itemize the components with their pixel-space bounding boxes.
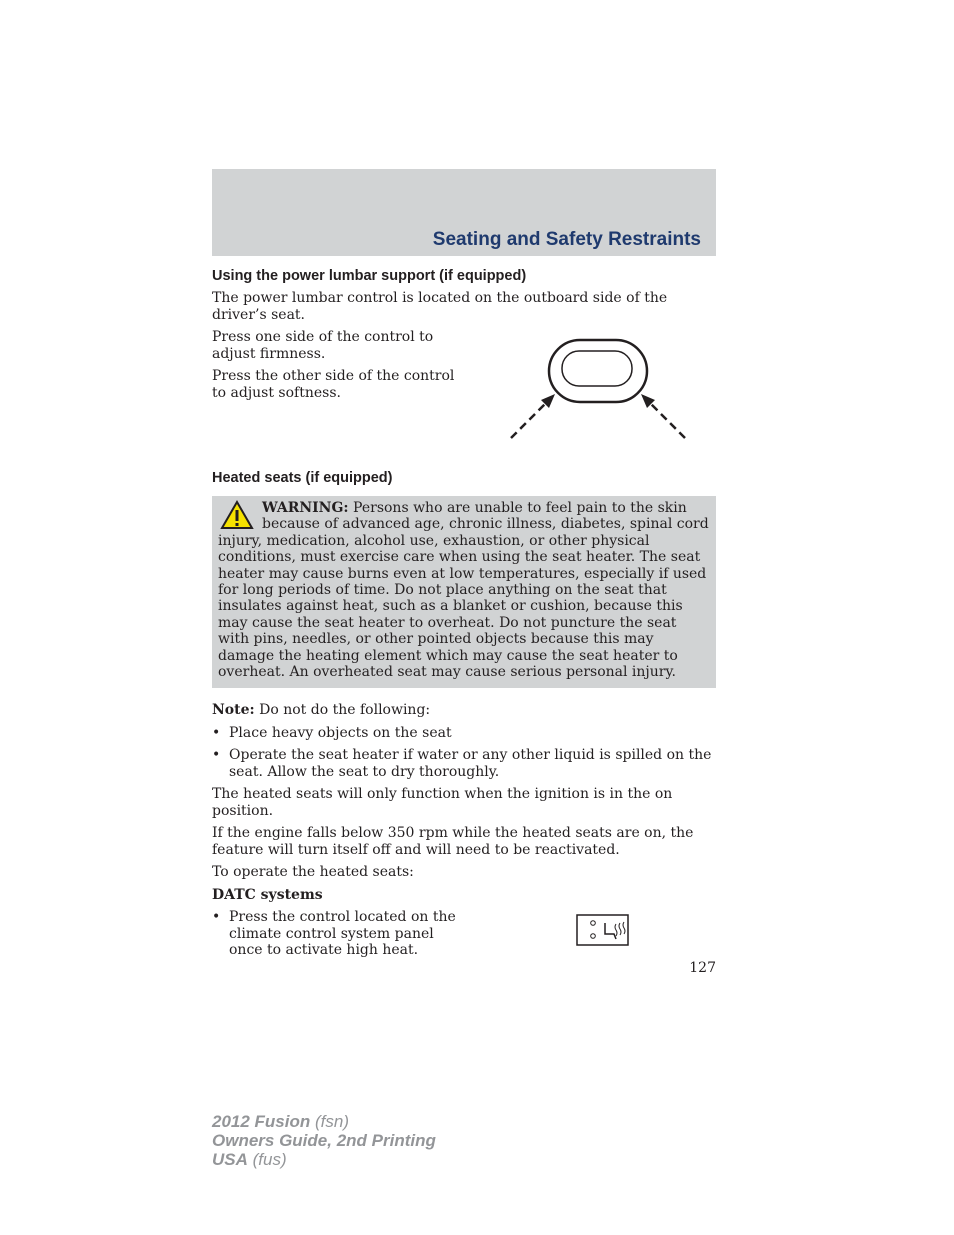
heated-heading: Heated seats (if equipped) xyxy=(212,470,393,486)
warning-triangle-icon xyxy=(220,500,254,530)
section-title: Seating and Safety Restraints xyxy=(432,229,701,250)
datc-bullet-text: Press the control located on the climate control system panel once to activate high heat. xyxy=(229,909,456,958)
datc-heading: DATC systems xyxy=(212,887,323,903)
footer-market-code: (fus) xyxy=(247,1150,287,1169)
warning-text: Persons who are unable to feel pain to the skin because of advanced age, chronic illness, diabetes, spinal cord injury, medication, alcohol use, exhaustion, or other physical conditions, must exercise care when using the seat heater. The seat heater may cause burns even at low temperatures, especially if used for long periods of time. Do not place anything on the seat that insulates against heat, such as a blanket or cushion, because this may cause the seat heater to overheat. Do not puncture the seat with pins, needles, or other pointed objects because this may damage the heating element which may cause the seat heater to overheat. An overheated seat may cause serious personal injury. xyxy=(218,500,709,681)
warning-box xyxy=(212,496,716,688)
bullet-text: Place heavy objects on the seat xyxy=(229,725,452,741)
bullet-text: Operate the seat heater if water or any other liquid is spilled on the seat. Allow the seat to dry thoroughly. xyxy=(229,747,712,780)
note-label: Note: xyxy=(212,702,255,718)
footer-model: 2012 Fusion xyxy=(212,1112,311,1131)
operate-para: To operate the heated seats: xyxy=(212,864,414,880)
list-item: • Press the control located on the climate control system panel once to activate high heat. xyxy=(212,909,456,958)
list-item: • Operate the seat heater if water or any other liquid is spilled on the seat. Allow the seat to dry thoroughly. xyxy=(212,747,712,780)
warning-label: WARNING: xyxy=(262,500,349,516)
list-item: • Place heavy objects on the seat xyxy=(212,725,452,741)
header-band xyxy=(212,169,716,256)
lumbar-para-3: Press the other side of the control to adjust softness. xyxy=(212,368,455,401)
footer-market: USA xyxy=(212,1150,248,1169)
lumbar-para-2: Press one side of the control to adjust firmness. xyxy=(212,329,434,362)
footer xyxy=(212,1112,436,1169)
page-number: 127 xyxy=(689,960,716,976)
footer-guide: Owners Guide, 2nd Printing xyxy=(212,1131,436,1150)
lumbar-para-1: The power lumbar control is located on the outboard side of the driver’s seat. xyxy=(212,290,668,323)
warning-body xyxy=(218,500,710,680)
note-text: Do not do the following: xyxy=(254,702,431,718)
note xyxy=(212,702,716,719)
lumbar-control-icon xyxy=(505,338,690,443)
rpm-para: If the engine falls below 350 rpm while the heated seats are on, the feature will turn itself off and will need to be reactivated. xyxy=(212,825,694,858)
footer-model-code: (fsn) xyxy=(310,1112,349,1131)
heated-seat-button-icon xyxy=(576,914,630,947)
lumbar-heading: Using the power lumbar support (if equipped) xyxy=(212,268,527,284)
ignition-para: The heated seats will only function when the ignition is in the on position. xyxy=(212,786,673,819)
